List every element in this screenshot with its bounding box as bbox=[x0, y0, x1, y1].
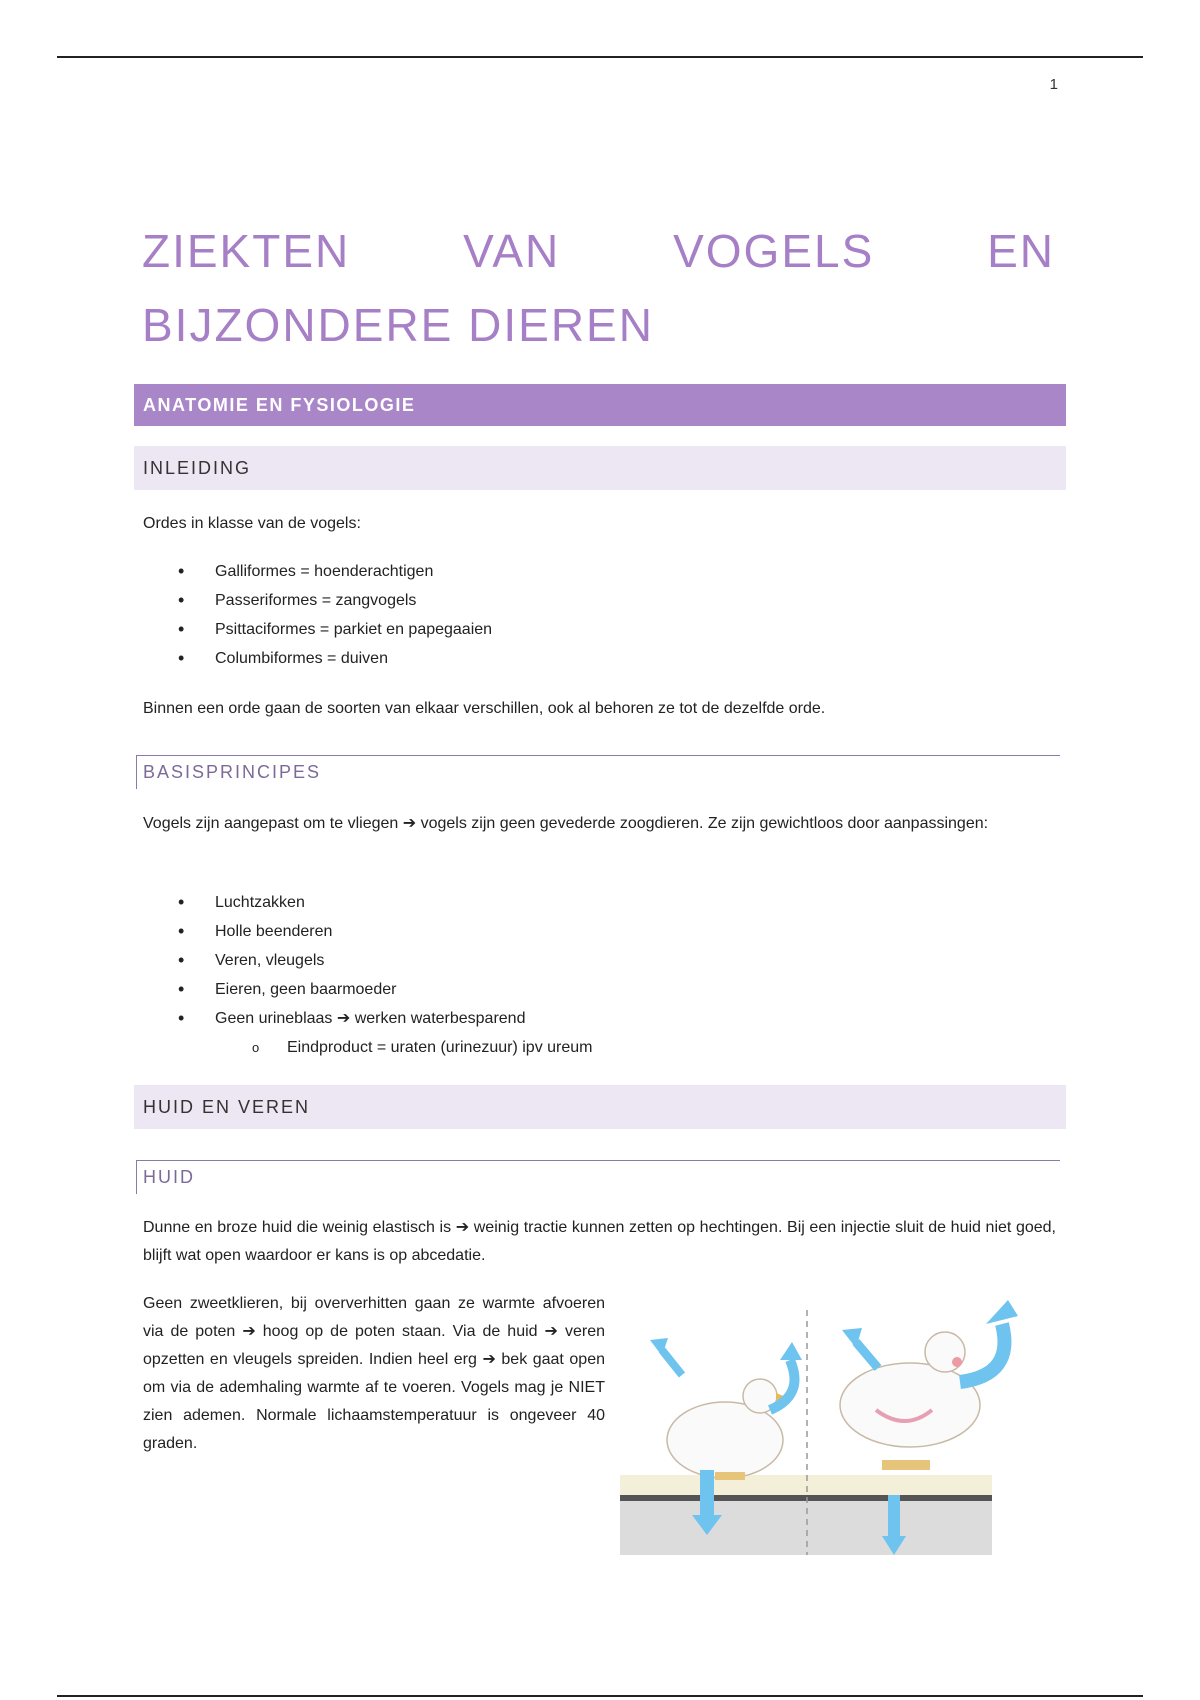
adaptations-list bbox=[143, 888, 593, 1062]
ground-surface bbox=[620, 1475, 992, 1495]
heading-inleiding: INLEIDING bbox=[134, 446, 1066, 490]
bottom-rule bbox=[57, 1695, 1143, 1697]
heading-basisprincipes: BASISPRINCIPES bbox=[136, 755, 1060, 789]
list-item: • Geen urineblaas ➔ werken waterbesparend bbox=[143, 1004, 593, 1033]
inleiding-intro: Ordes in klasse van de vogels: bbox=[143, 515, 361, 532]
list-item: • Passeriformes = zangvogels bbox=[143, 586, 492, 615]
document-title: ZIEKTEN VAN VOGELS EN BIJZONDERE DIEREN bbox=[142, 225, 1055, 351]
list-item: • Veren, vleugels bbox=[143, 946, 593, 975]
ground-soil bbox=[620, 1501, 992, 1555]
list-item: • Eieren, geen baarmoeder bbox=[143, 975, 593, 1004]
chicken-heat-illustration bbox=[620, 1300, 1044, 1560]
sub-list-item: o Eindproduct = uraten (urinezuur) ipv ureum bbox=[143, 1033, 593, 1062]
huid-paragraph-2: Geen zweetklieren, bij oververhitten gaan ze warmte afvoeren via de poten ➔ hoog op de poten staan. Via de huid ➔ veren opzetten en vleugels spreiden. Indien heel erg ➔ bek gaat open om via de ademhaling warmte af te voeren. Vogels mag je NIET zien ademen. Normale lichaamstemperatuur is ongeveer 40 graden. bbox=[143, 1295, 605, 1452]
list-item: • Psittaciformes = parkiet en papegaaien bbox=[143, 615, 492, 644]
basisprincipes-intro: Vogels zijn aangepast om te vliegen ➔ vogels zijn geen gevederde zoogdieren. Ze zijn gewichtloos door aanpassingen: bbox=[143, 815, 989, 832]
huid-paragraph-1: Dunne en broze huid die weinig elastisch is ➔ weinig tractie kunnen zetten op hechtingen. Bij een injectie sluit de huid niet goed, blijft wat open waardoor er kans is op abcedatie. bbox=[143, 1219, 1056, 1264]
ground-line bbox=[620, 1495, 992, 1501]
section-header-anatomie: ANATOMIE EN FYSIOLOGIE bbox=[134, 384, 1066, 426]
page-number: 1 bbox=[1049, 76, 1058, 93]
chicken-left bbox=[667, 1379, 786, 1480]
top-rule bbox=[57, 56, 1143, 58]
list-item: • Holle beenderen bbox=[143, 917, 593, 946]
list-item: • Columbiformes = duiven bbox=[143, 644, 492, 673]
list-item: • Galliformes = hoenderachtigen bbox=[143, 557, 492, 586]
inleiding-closing: Binnen een orde gaan de soorten van elkaar verschillen, ook al behoren ze tot de dezelfde orde. bbox=[143, 700, 826, 717]
heading-huid-en-veren: HUID EN VEREN bbox=[134, 1085, 1066, 1129]
heading-huid: HUID bbox=[136, 1160, 1060, 1194]
list-item: • Luchtzakken bbox=[143, 888, 593, 917]
orders-list bbox=[143, 557, 492, 673]
